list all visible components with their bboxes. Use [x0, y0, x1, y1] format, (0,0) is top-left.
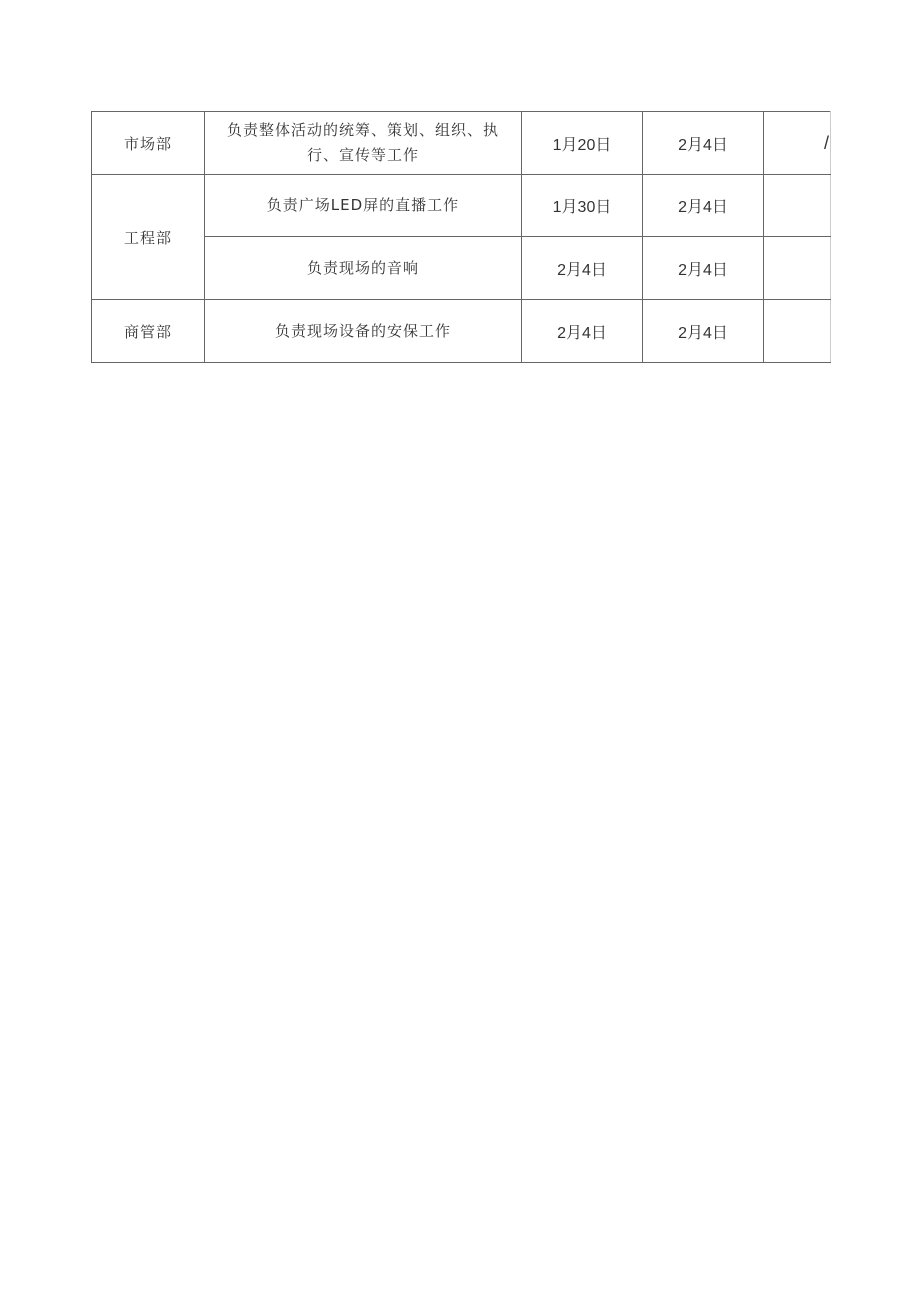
start-date-cell: 1月20日 [522, 112, 643, 175]
end-date-cell: 2月4日 [643, 112, 764, 175]
department-cell: 商管部 [92, 300, 205, 363]
note-cell [764, 237, 831, 300]
task-cell: 负责现场设备的安保工作 [205, 300, 522, 363]
table-row [92, 112, 831, 175]
task-cell: 负责广场LED屏的直播工作 [205, 175, 522, 237]
task-cell: 负责现场的音响 [205, 237, 522, 300]
task-cell: 负责整体活动的统筹、策划、组织、执行、宣传等工作 [205, 112, 522, 175]
end-date-cell: 2月4日 [643, 237, 764, 300]
schedule-table [91, 111, 831, 363]
end-date-cell: 2月4日 [643, 300, 764, 363]
start-date-cell: 2月4日 [522, 300, 643, 363]
table-row [92, 300, 831, 363]
start-date-cell: 1月30日 [522, 175, 643, 237]
end-date-cell: 2月4日 [643, 175, 764, 237]
note-cell [764, 175, 831, 237]
note-cell [764, 300, 831, 363]
table-row [92, 175, 831, 237]
note-cell: / [764, 112, 831, 175]
department-cell: 工程部 [92, 175, 205, 300]
department-cell: 市场部 [92, 112, 205, 175]
start-date-cell: 2月4日 [522, 237, 643, 300]
